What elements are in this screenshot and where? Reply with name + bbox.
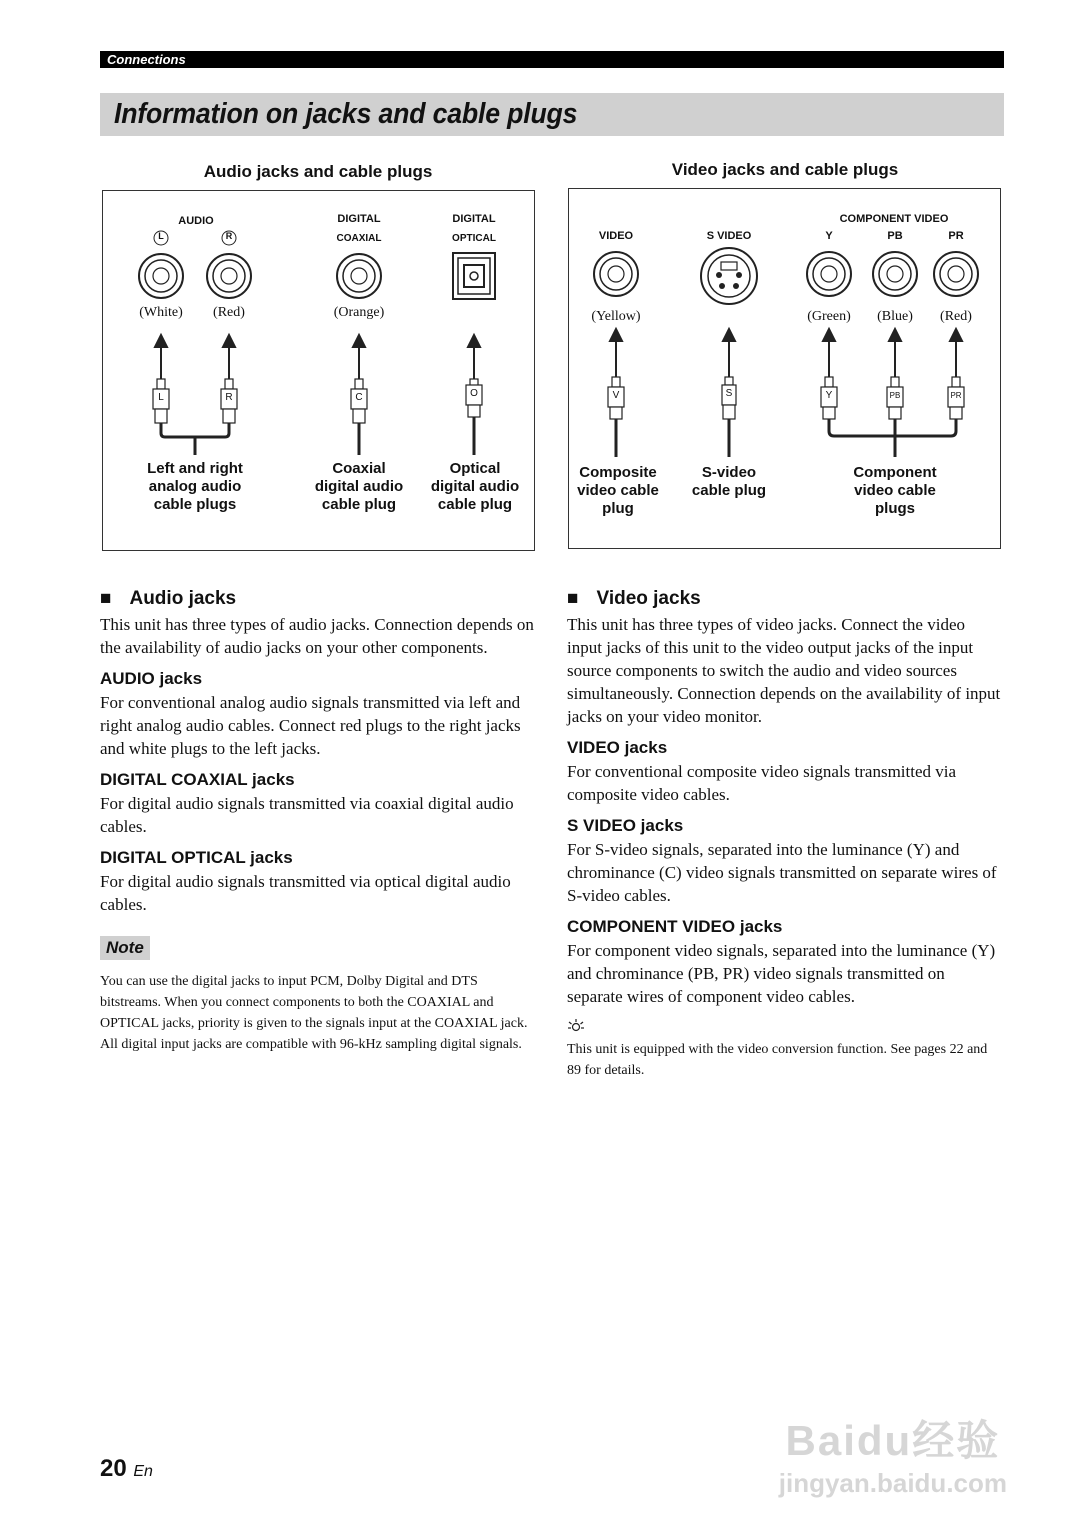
video-figure xyxy=(568,188,1001,549)
note-tag: Note xyxy=(100,936,150,960)
video-s3-text: For component video signals, separated into the luminance (Y) and chrominance (PB, PR) video signals transmitted on separate wires of component video cables. xyxy=(567,941,996,1006)
component-pb-jack-icon xyxy=(873,252,917,296)
red-video-label: (Red) xyxy=(940,309,972,324)
y-label: Y xyxy=(825,230,833,242)
title-band xyxy=(100,93,1004,136)
component-pr-jack-icon xyxy=(934,252,978,296)
component-y-jack-icon xyxy=(807,252,851,296)
component-video-label: COMPONENT VIDEO xyxy=(839,213,949,225)
coaxial-sub-label: COAXIAL xyxy=(336,233,382,244)
section-bar xyxy=(100,51,1004,68)
composite-plug-label: Composite video cable plug xyxy=(577,464,659,517)
audio-figure xyxy=(102,190,535,551)
video-s1-text: For conventional composite video signals transmitted via composite video cables. xyxy=(567,762,957,804)
audio-s2-title: DIGITAL COAXIAL jacks xyxy=(100,770,295,789)
video-jack-label: VIDEO xyxy=(598,230,634,242)
plug-r-letter: R xyxy=(225,392,233,403)
optical-sub-label: OPTICAL xyxy=(452,233,496,244)
plug-s-letter: S xyxy=(725,388,733,399)
video-s2-text: For S-video signals, separated into the luminance (Y) and chrominance (C) video signals transmitted on separate wires of S-video cables. xyxy=(567,840,997,905)
audio-s2-text: For digital audio signals transmitted via coaxial digital audio cables. xyxy=(100,794,514,836)
plug-pb-letter: PB xyxy=(889,391,901,400)
coaxial-plug-label: Coaxial digital audio cable plug xyxy=(314,460,404,513)
audio-jacks-section xyxy=(100,588,536,1055)
optical-jack-icon xyxy=(453,253,495,299)
l-mark: L xyxy=(158,231,164,241)
audio-figure-title: Audio jacks and cable plugs xyxy=(203,162,433,181)
coaxial-jack-icon xyxy=(337,254,381,298)
section-label: Connections xyxy=(107,52,186,67)
plug-o-letter: O xyxy=(470,388,478,399)
optical-top-label: DIGITAL xyxy=(452,213,496,225)
video-s3-title: COMPONENT VIDEO jacks xyxy=(567,917,783,936)
component-plug-label: Component video cable plugs xyxy=(853,464,937,517)
audio-s1-text: For conventional analog audio signals transmitted via left and right analog audio cables. Connect red plugs to the right jacks and white plugs to the left jacks. xyxy=(100,693,521,758)
plug-c-letter: C xyxy=(355,392,363,403)
svideo-jack-label: S VIDEO xyxy=(706,230,752,242)
audio-jack-label: AUDIO xyxy=(178,215,214,227)
white-label: (White) xyxy=(139,305,183,320)
video-jacks-section xyxy=(567,588,1003,1081)
video-jacks-heading: ■ Video jacks xyxy=(567,588,701,609)
note-text: You can use the digital jacks to input PCM, Dolby Digital and DTS bitstreams. When you connect components to both the COAXIAL and OPTICAL jacks, priority is given to the signals input at the COAXIAL jack. All digital input jacks are compatible with 96-kHz sampling digital signals. xyxy=(100,974,528,1052)
watermark-line2: jingyan.baidu.com xyxy=(778,1468,1007,1498)
audio-r-jack-icon xyxy=(207,254,251,298)
r-mark: R xyxy=(225,231,233,241)
orange-label: (Orange) xyxy=(333,305,385,320)
plug-l-letter: L xyxy=(158,392,164,403)
audio-l-jack-icon xyxy=(139,254,183,298)
yellow-label: (Yellow) xyxy=(591,309,641,324)
tip-text: This unit is equipped with the video conversion function. See pages 22 and 89 for details. xyxy=(567,1042,988,1078)
page-title: Information on jacks and cable plugs xyxy=(114,98,578,130)
plug-v-letter: V xyxy=(612,390,620,401)
coaxial-top-label: DIGITAL xyxy=(337,213,381,225)
plug-y-letter: Y xyxy=(825,390,833,401)
page-number: 20 En xyxy=(100,1455,153,1482)
plug-pr-letter: PR xyxy=(950,391,962,400)
pb-label: PB xyxy=(887,230,903,242)
red-label: (Red) xyxy=(213,305,245,320)
analog-plugs-label: Left and right analog audio cable plugs xyxy=(147,460,243,513)
svideo-plug-label: S-video cable plug xyxy=(691,464,767,499)
optical-plug-label: Optical digital audio cable plug xyxy=(430,460,520,513)
audio-s1-title: AUDIO jacks xyxy=(100,669,203,688)
watermark xyxy=(779,1408,1007,1499)
svideo-jack-icon xyxy=(701,248,757,304)
video-s1-title: VIDEO jacks xyxy=(567,738,668,757)
tip-icon xyxy=(567,1018,1003,1039)
video-jack-icon xyxy=(594,252,638,296)
video-s2-title: S VIDEO jacks xyxy=(567,816,684,835)
audio-intro: This unit has three types of audio jacks. Connection depends on the availability of audio jacks on your other components. xyxy=(100,615,534,657)
watermark-line1: Baidu经验 xyxy=(785,1417,1001,1464)
audio-s3-text: For digital audio signals transmitted via optical digital audio cables. xyxy=(100,872,511,914)
pr-label: PR xyxy=(948,230,964,242)
video-figure-title: Video jacks and cable plugs xyxy=(671,160,899,179)
green-label: (Green) xyxy=(807,309,851,324)
blue-label: (Blue) xyxy=(877,309,913,324)
video-intro: This unit has three types of video jacks. Connect the video input jacks of this unit to the video output jacks of the input source components to switch the audio and video sources simultaneously. Connection depends on the availability of input jacks on your video monitor. xyxy=(567,615,1001,726)
audio-s3-title: DIGITAL OPTICAL jacks xyxy=(100,848,293,867)
audio-jacks-heading: ■ Audio jacks xyxy=(100,588,237,609)
